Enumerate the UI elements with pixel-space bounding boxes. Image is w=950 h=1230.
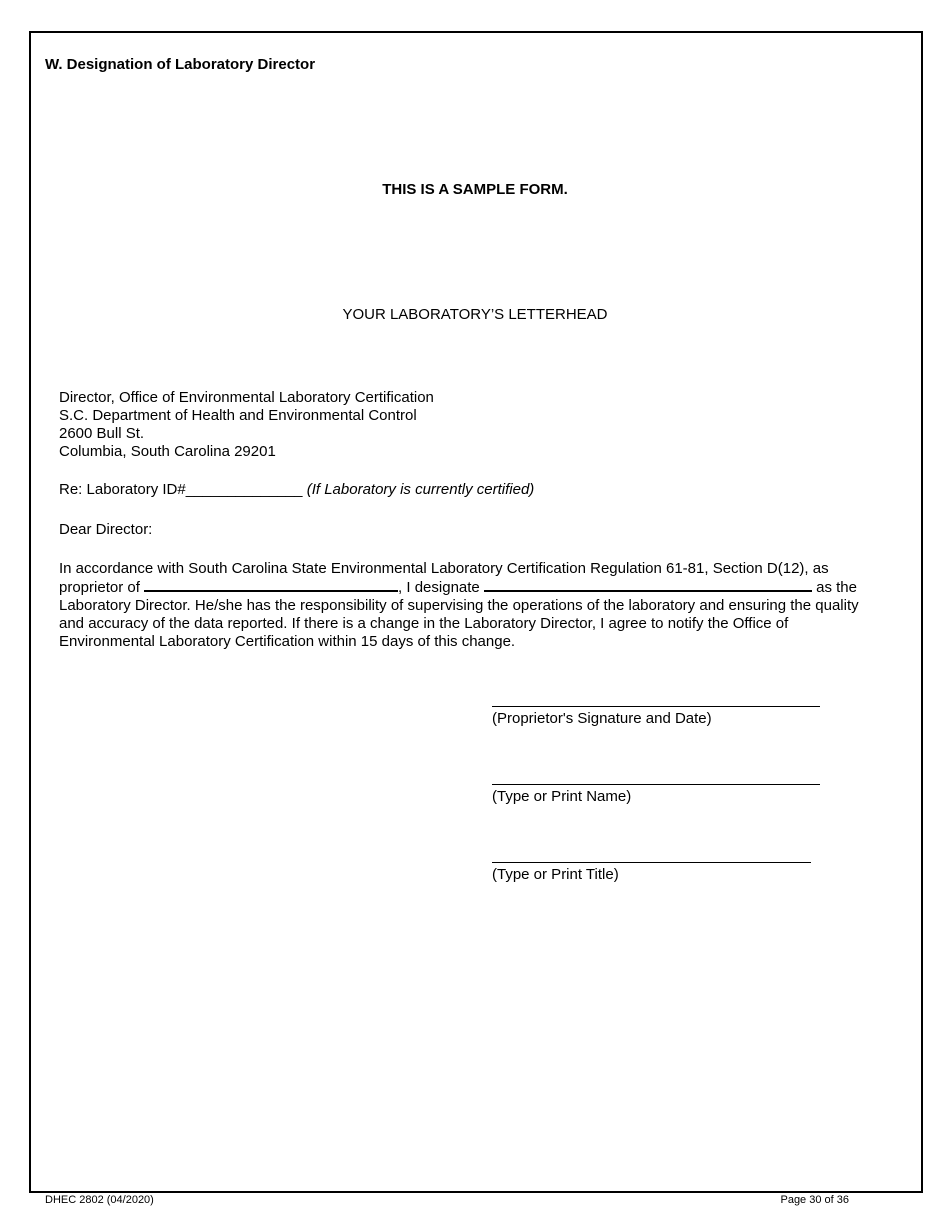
sample-form-notice: THIS IS A SAMPLE FORM. <box>382 181 568 198</box>
print-name-block <box>492 784 820 805</box>
address-line-director: Director, Office of Environmental Laboratory Certification <box>59 389 434 406</box>
proprietor-signature-line[interactable] <box>492 706 820 707</box>
proprietor-signature-caption: (Proprietor's Signature and Date) <box>492 710 712 727</box>
paragraph-line-with-blanks <box>59 578 899 597</box>
print-title-line[interactable] <box>492 862 811 863</box>
address-line-department: S.C. Department of Health and Environmental Control <box>59 407 417 424</box>
page-number: Page 30 of 36 <box>780 1194 849 1206</box>
as-the-text: as the <box>811 579 857 596</box>
designation-paragraph <box>59 560 899 651</box>
section-heading: W. Designation of Laboratory Director <box>45 56 316 73</box>
paragraph-line: Environmental Laboratory Certification within 15 days of this change. <box>59 633 516 650</box>
print-name-line[interactable] <box>492 784 820 785</box>
paragraph-line: In accordance with South Carolina State Environmental Laboratory Certification Regulation 61-81, Section D(12), as <box>59 560 829 577</box>
re-note: (If Laboratory is currently certified) <box>306 481 535 498</box>
designate-text: , I designate <box>398 579 484 596</box>
proprietor-of-text: proprietor of <box>59 579 145 596</box>
letterhead-placeholder: YOUR LABORATORY’S LETTERHEAD <box>342 306 608 323</box>
designee-name-blank[interactable] <box>484 578 812 592</box>
print-title-block <box>492 862 811 883</box>
print-name-caption: (Type or Print Name) <box>492 788 632 805</box>
paragraph-line: and accuracy of the data reported. If there is a change in the Laboratory Director, I agree to notify the Office of <box>59 615 789 632</box>
re-label: Re: Laboratory ID#______________ <box>59 481 307 498</box>
re-line <box>59 481 534 498</box>
proprietor-name-blank[interactable] <box>144 578 398 592</box>
salutation: Dear Director: <box>59 521 153 538</box>
address-line-city: Columbia, South Carolina 29201 <box>59 443 276 460</box>
form-identifier: DHEC 2802 (04/2020) <box>45 1194 154 1206</box>
paragraph-line: Laboratory Director. He/she has the responsibility of supervising the operations of the laboratory and ensuring the quality <box>59 597 859 614</box>
print-title-caption: (Type or Print Title) <box>492 866 619 883</box>
address-line-street: 2600 Bull St. <box>59 425 145 442</box>
recipient-address <box>59 389 434 461</box>
proprietor-signature-block <box>492 706 820 727</box>
